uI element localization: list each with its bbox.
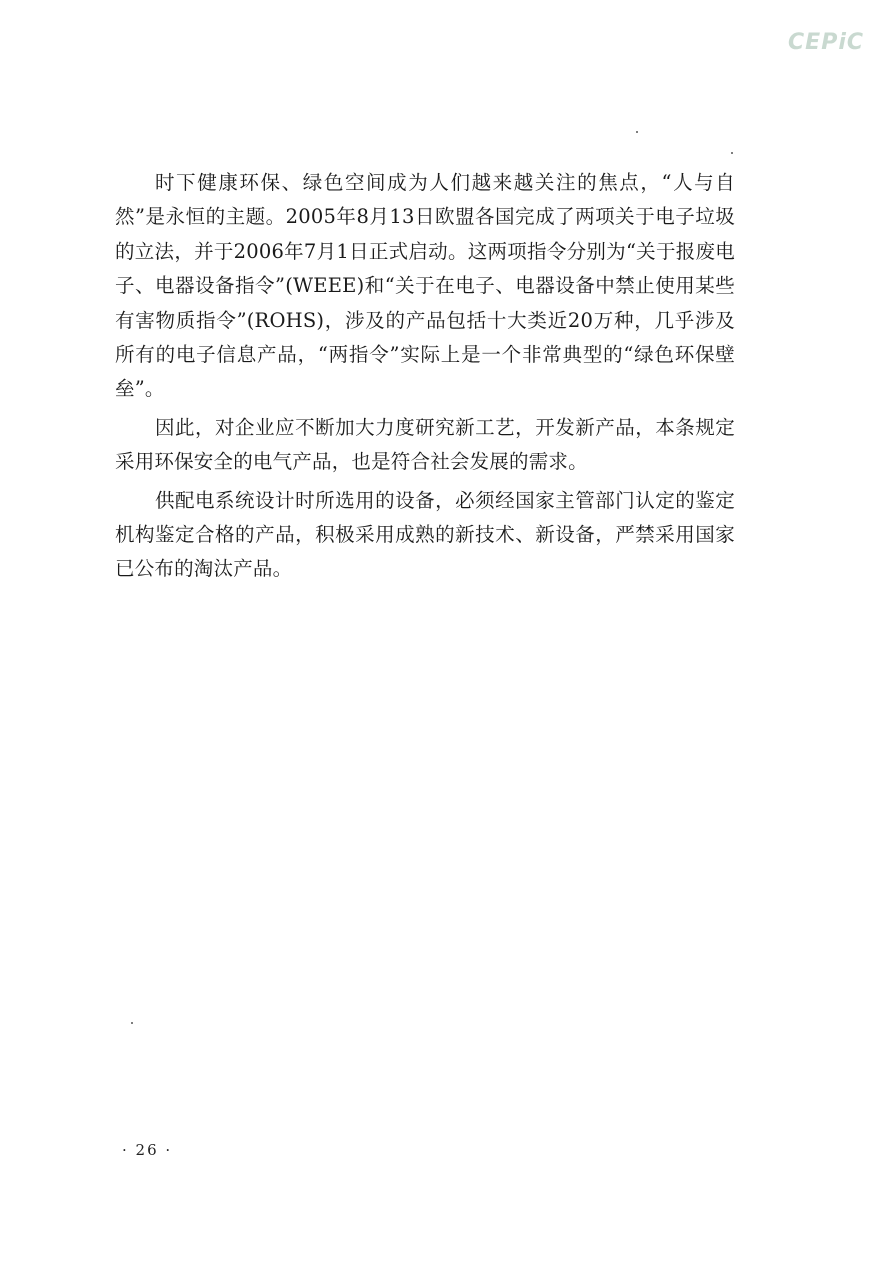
body-text — [115, 166, 735, 591]
paragraph-enterprise-innovation: 因此，对企业应不断加大力度研究新工艺，开发新产品，本条规定采用环保安全的电气产品，也是符合社会发展的需求。 — [115, 415, 735, 474]
paragraph-equipment-selection: 供配电系统设计时所选用的设备，必须经国家主管部门认定的鉴定机构鉴定合格的产品，积极采用成熟的新技术、新设备，严禁采用国家已公布的淘汰产品。 — [115, 488, 735, 581]
scan-speck — [131, 1022, 133, 1024]
cepic-watermark-logo: CEPiC — [788, 30, 864, 55]
page-number: · 26 · — [122, 1141, 173, 1159]
scan-speck — [731, 152, 733, 154]
scan-speck — [636, 131, 638, 133]
paragraph-green-environment: 时下健康环保、绿色空间成为人们越来越关注的焦点，“人与自然”是永恒的主题。2005年8月13日欧盟各国完成了两项关于电子垃圾的立法，并于2006年7月1日正式启动。这两项指令分别为“关于报废电子、电器设备指令”(WEEE)和“关于在电子、电器设备中禁止使用某些有害物质指令”(ROHS)，涉及的产品包括十大类近20万种，几乎涉及所有的电子信息产品，“两指令”实际上是一个非常典型的“绿色环保壁垒”。 — [115, 171, 735, 401]
